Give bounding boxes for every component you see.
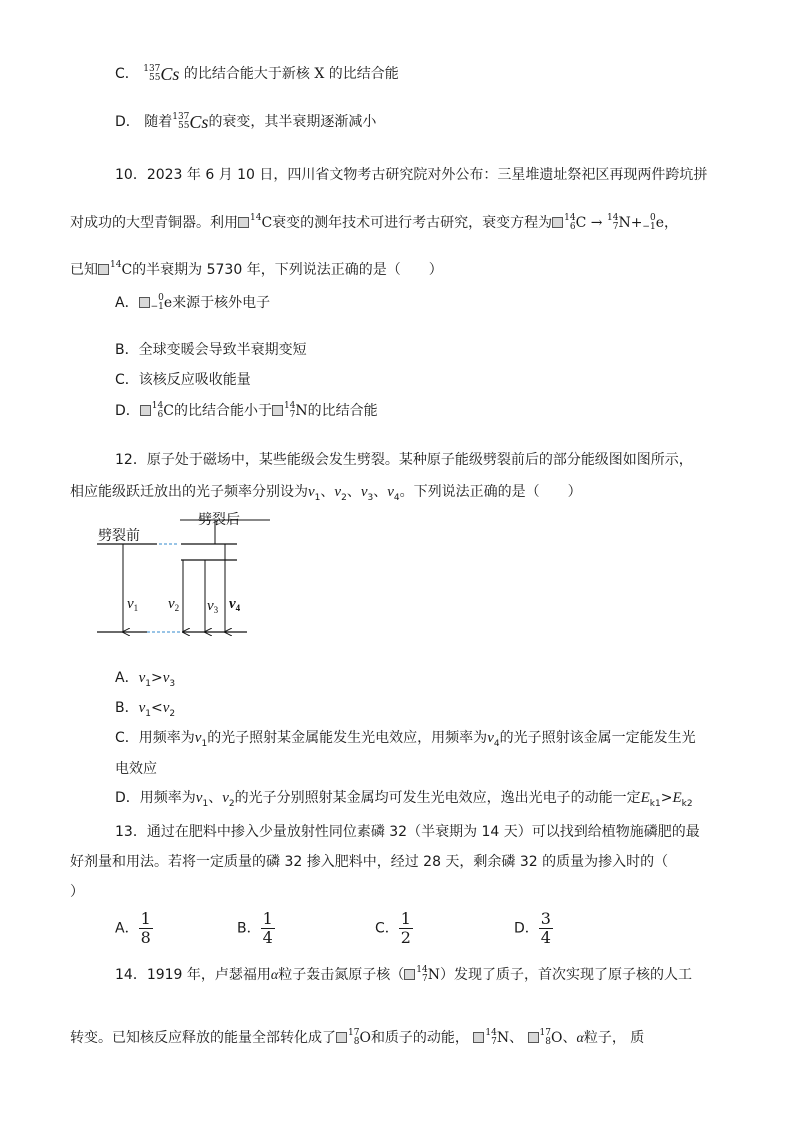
q12-option-d: D．用频率为$\nu_1$、$\nu_2$的光子分别照射某金属均可发生光电效应，逸出光电子的动能一定$E_{k1}>E_{k2}$ bbox=[115, 790, 693, 809]
q12-stem-line1: 12．原子处于磁场中，某些能级会发生劈裂。某种原子能级劈裂前后的部分能级图如图所示， bbox=[115, 452, 693, 468]
decay-equation: 14 6 C → 14 7 N+ 0 −1 e bbox=[564, 213, 664, 232]
c14-nuclide: 14 C bbox=[250, 213, 273, 231]
formula-placeholder-icon bbox=[140, 405, 151, 416]
q10-option-c: C．该核反应吸收能量 bbox=[115, 372, 251, 388]
q9-option-c: C． 137 55 Cs 的比结合能大于新核 X 的比结合能 bbox=[115, 64, 399, 84]
q12-option-c-line1: C．用频率为$\nu_1$的光子照射某金属能发生光电效应，用频率为$\nu_4$的光子照射该金属一定能发生光 bbox=[115, 730, 696, 749]
option-letter: C． bbox=[115, 66, 139, 82]
q13-stem-line3: ） bbox=[70, 884, 84, 900]
q12-option-b: B．$\nu_1<\nu_2$ bbox=[115, 700, 176, 719]
q13-stem-line2: 好剂量和用法。若将一定质量的磷 32 掺入肥料中，经过 28 天，剩余磷 32 的质量为掺入时的（ bbox=[70, 854, 669, 870]
q13-option-d: D． $\frac{3}{4}$ bbox=[514, 909, 551, 947]
q10-option-b: B．全球变暖会导致半衰期变短 bbox=[115, 342, 307, 358]
option-letter: D． bbox=[115, 114, 140, 130]
formula-placeholder-icon bbox=[336, 1032, 347, 1043]
q14-stem-line1: 14．1919 年，卢瑟福用α粒子轰击氮原子核（ 14 7 N）发现了质子，首次实现了原子核的人工 bbox=[115, 965, 692, 984]
q14-stem-line2: 转变。已知核反应释放的能量全部转化成了 17 8 O和质子的动能， 14 7 N、 17 8 O、α粒子， 质 bbox=[70, 1028, 645, 1047]
q13-option-a: A． $\frac{1}{8}$ bbox=[115, 909, 151, 947]
q10-stem-line3: 已知 14 C的半衰期为 5730 年，下列说法正确的是（ ） bbox=[70, 260, 443, 278]
label-before-split: 劈裂前 bbox=[98, 528, 140, 544]
label-nu1: $\nu_1$ bbox=[127, 596, 139, 613]
formula-placeholder-icon bbox=[528, 1032, 539, 1043]
formula-placeholder-icon bbox=[552, 217, 563, 228]
q10-stem-line2: 对成功的大型青铜器。利用 14 C衰变的测年技术可进行考古研究，衰变方程为 14 6 C → 14 7 N+ 0 −1 e， bbox=[70, 213, 678, 232]
formula-placeholder-icon bbox=[98, 264, 109, 275]
q13-options bbox=[115, 910, 553, 946]
formula-placeholder-icon bbox=[238, 217, 249, 228]
formula-placeholder-icon bbox=[404, 969, 415, 980]
cs137-nuclide: 137 55 Cs bbox=[143, 64, 180, 84]
cs137-nuclide: 137 55 Cs bbox=[172, 112, 209, 132]
q12-option-c-line2: 电效应 bbox=[115, 761, 157, 777]
formula-placeholder-icon bbox=[139, 297, 150, 308]
label-nu2: $\nu_2$ bbox=[168, 596, 180, 613]
formula-placeholder-icon bbox=[473, 1032, 484, 1043]
label-nu3: $\nu_3$ bbox=[207, 598, 219, 615]
q9-option-d: D． 随着 137 55 Cs的衰变，其半衰期逐渐减小 bbox=[115, 112, 377, 132]
q13-stem-line1: 13．通过在肥料中掺入少量放射性同位素磷 32（半衰期为 14 天）可以找到给植物施磷肥的最 bbox=[115, 824, 700, 840]
q13-option-b: B． $\frac{1}{4}$ bbox=[237, 909, 273, 947]
label-after-split: 劈裂后 bbox=[198, 512, 240, 528]
q10-stem-line1: 10．2023 年 6 月 10 日，四川省文物考古研究院对外公布：三星堆遗址祭祀区再现两件跨坑拼 bbox=[115, 167, 708, 183]
q12-stem-line2: 相应能级跃迁放出的光子频率分别设为$\nu_1$、$\nu_2$、$\nu_3$、$\nu_4$。下列说法正确的是（ ） bbox=[70, 484, 582, 503]
label-nu4: $\nu_4$ bbox=[229, 596, 241, 613]
q12-option-a: A．$\nu_1>\nu_3$ bbox=[115, 670, 176, 689]
q13-option-c: C． $\frac{1}{2}$ bbox=[375, 909, 411, 947]
q10-option-a: A． 0 −1 e来源于核外电子 bbox=[115, 293, 271, 312]
energy-level-diagram bbox=[95, 508, 275, 638]
formula-placeholder-icon bbox=[272, 405, 283, 416]
q10-option-d: D． 14 6 C的比结合能小于 14 7 N的比结合能 bbox=[115, 401, 378, 420]
